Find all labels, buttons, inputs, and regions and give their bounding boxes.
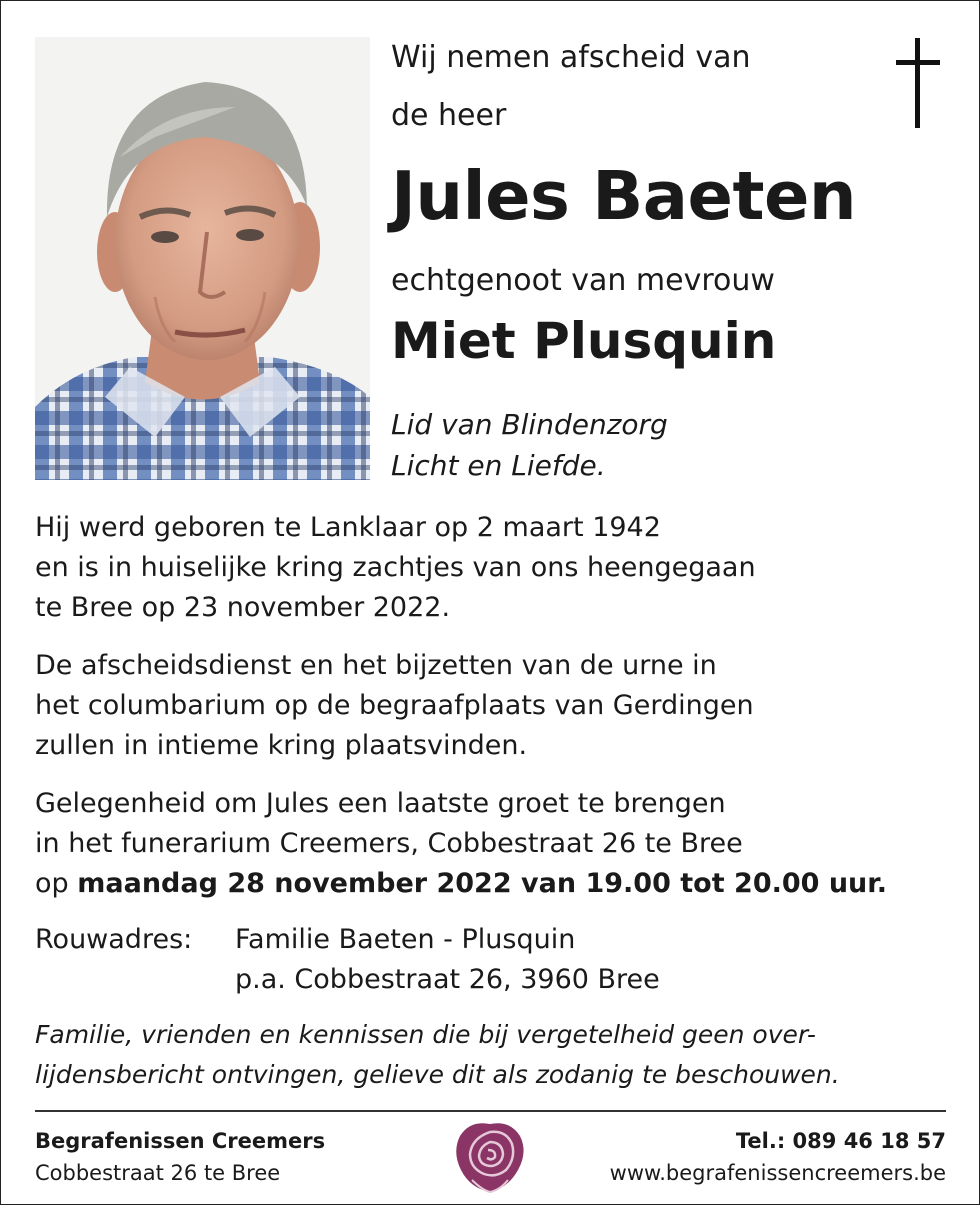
phone-number: Tel.: 089 46 18 57 — [735, 1129, 946, 1153]
service-line-2: het columbarium op de begraafplaats van Gerdingen — [35, 690, 754, 721]
intro-line-2: de heer — [391, 98, 507, 133]
footer-divider — [35, 1110, 946, 1112]
footer-contact — [610, 1125, 946, 1189]
footer-firm — [35, 1125, 325, 1189]
cross-icon — [896, 38, 940, 128]
mourning-address — [35, 920, 660, 1000]
birth-death-line-1: Hij werd geboren te Lanklaar op 2 maart 1942 — [35, 512, 661, 543]
website-link[interactable]: www.begrafenissencreemers.be — [609, 1161, 946, 1185]
notice-line-1: Familie, vrienden en kennissen die bij vergetelheid geen over- — [35, 1020, 816, 1049]
membership-line-1: Lid van Blindenzorg — [391, 408, 668, 441]
spouse-name: Miet Plusquin — [391, 312, 777, 370]
mourning-address-label: Rouwadres: — [35, 924, 193, 955]
birth-death-line-3: te Bree op 23 november 2022. — [35, 592, 451, 623]
firm-address: Cobbestraat 26 te Bree — [35, 1161, 281, 1185]
mourning-address-line-2: p.a. Cobbestraat 26, 3960 Bree — [235, 964, 660, 995]
service-line-1: De afscheidsdienst en het bijzetten van de urne in — [35, 650, 717, 681]
birth-death-paragraph — [35, 508, 756, 628]
mourning-address-line-1: Familie Baeten - Plusquin — [235, 924, 576, 955]
membership-block — [391, 404, 668, 486]
visitation-line-3 — [35, 864, 887, 904]
birth-death-line-2: en is in huiselijke kring zachtjes van ons heengegaan — [35, 552, 756, 583]
spouse-intro: echtgenoot van mevrouw — [391, 263, 775, 298]
visitation-line-1: Gelegenheid om Jules een laatste groet te brengen — [35, 788, 726, 819]
firm-name: Begrafenissen Creemers — [35, 1129, 326, 1153]
intro-line-1: Wij nemen afscheid van — [391, 40, 751, 75]
membership-line-2: Licht en Liefde. — [391, 449, 606, 482]
service-line-3: zullen in intieme kring plaatsvinden. — [35, 730, 528, 761]
rose-logo-icon — [452, 1118, 528, 1198]
deceased-name: Jules Baeten — [391, 157, 857, 235]
notice-line-2: lijdensbericht ontvingen, gelieve dit als zodanig te beschouwen. — [35, 1060, 840, 1089]
visitation-datetime: maandag 28 november 2022 van 19.00 tot 20.00 uur. — [77, 868, 888, 899]
portrait-photo — [35, 37, 370, 480]
visitation-line-2: in het funerarium Creemers, Cobbestraat 26 te Bree — [35, 828, 743, 859]
visitation-prefix: op — [35, 868, 69, 899]
notice-paragraph — [35, 1015, 840, 1095]
service-paragraph — [35, 646, 754, 766]
visitation-paragraph — [35, 784, 887, 904]
